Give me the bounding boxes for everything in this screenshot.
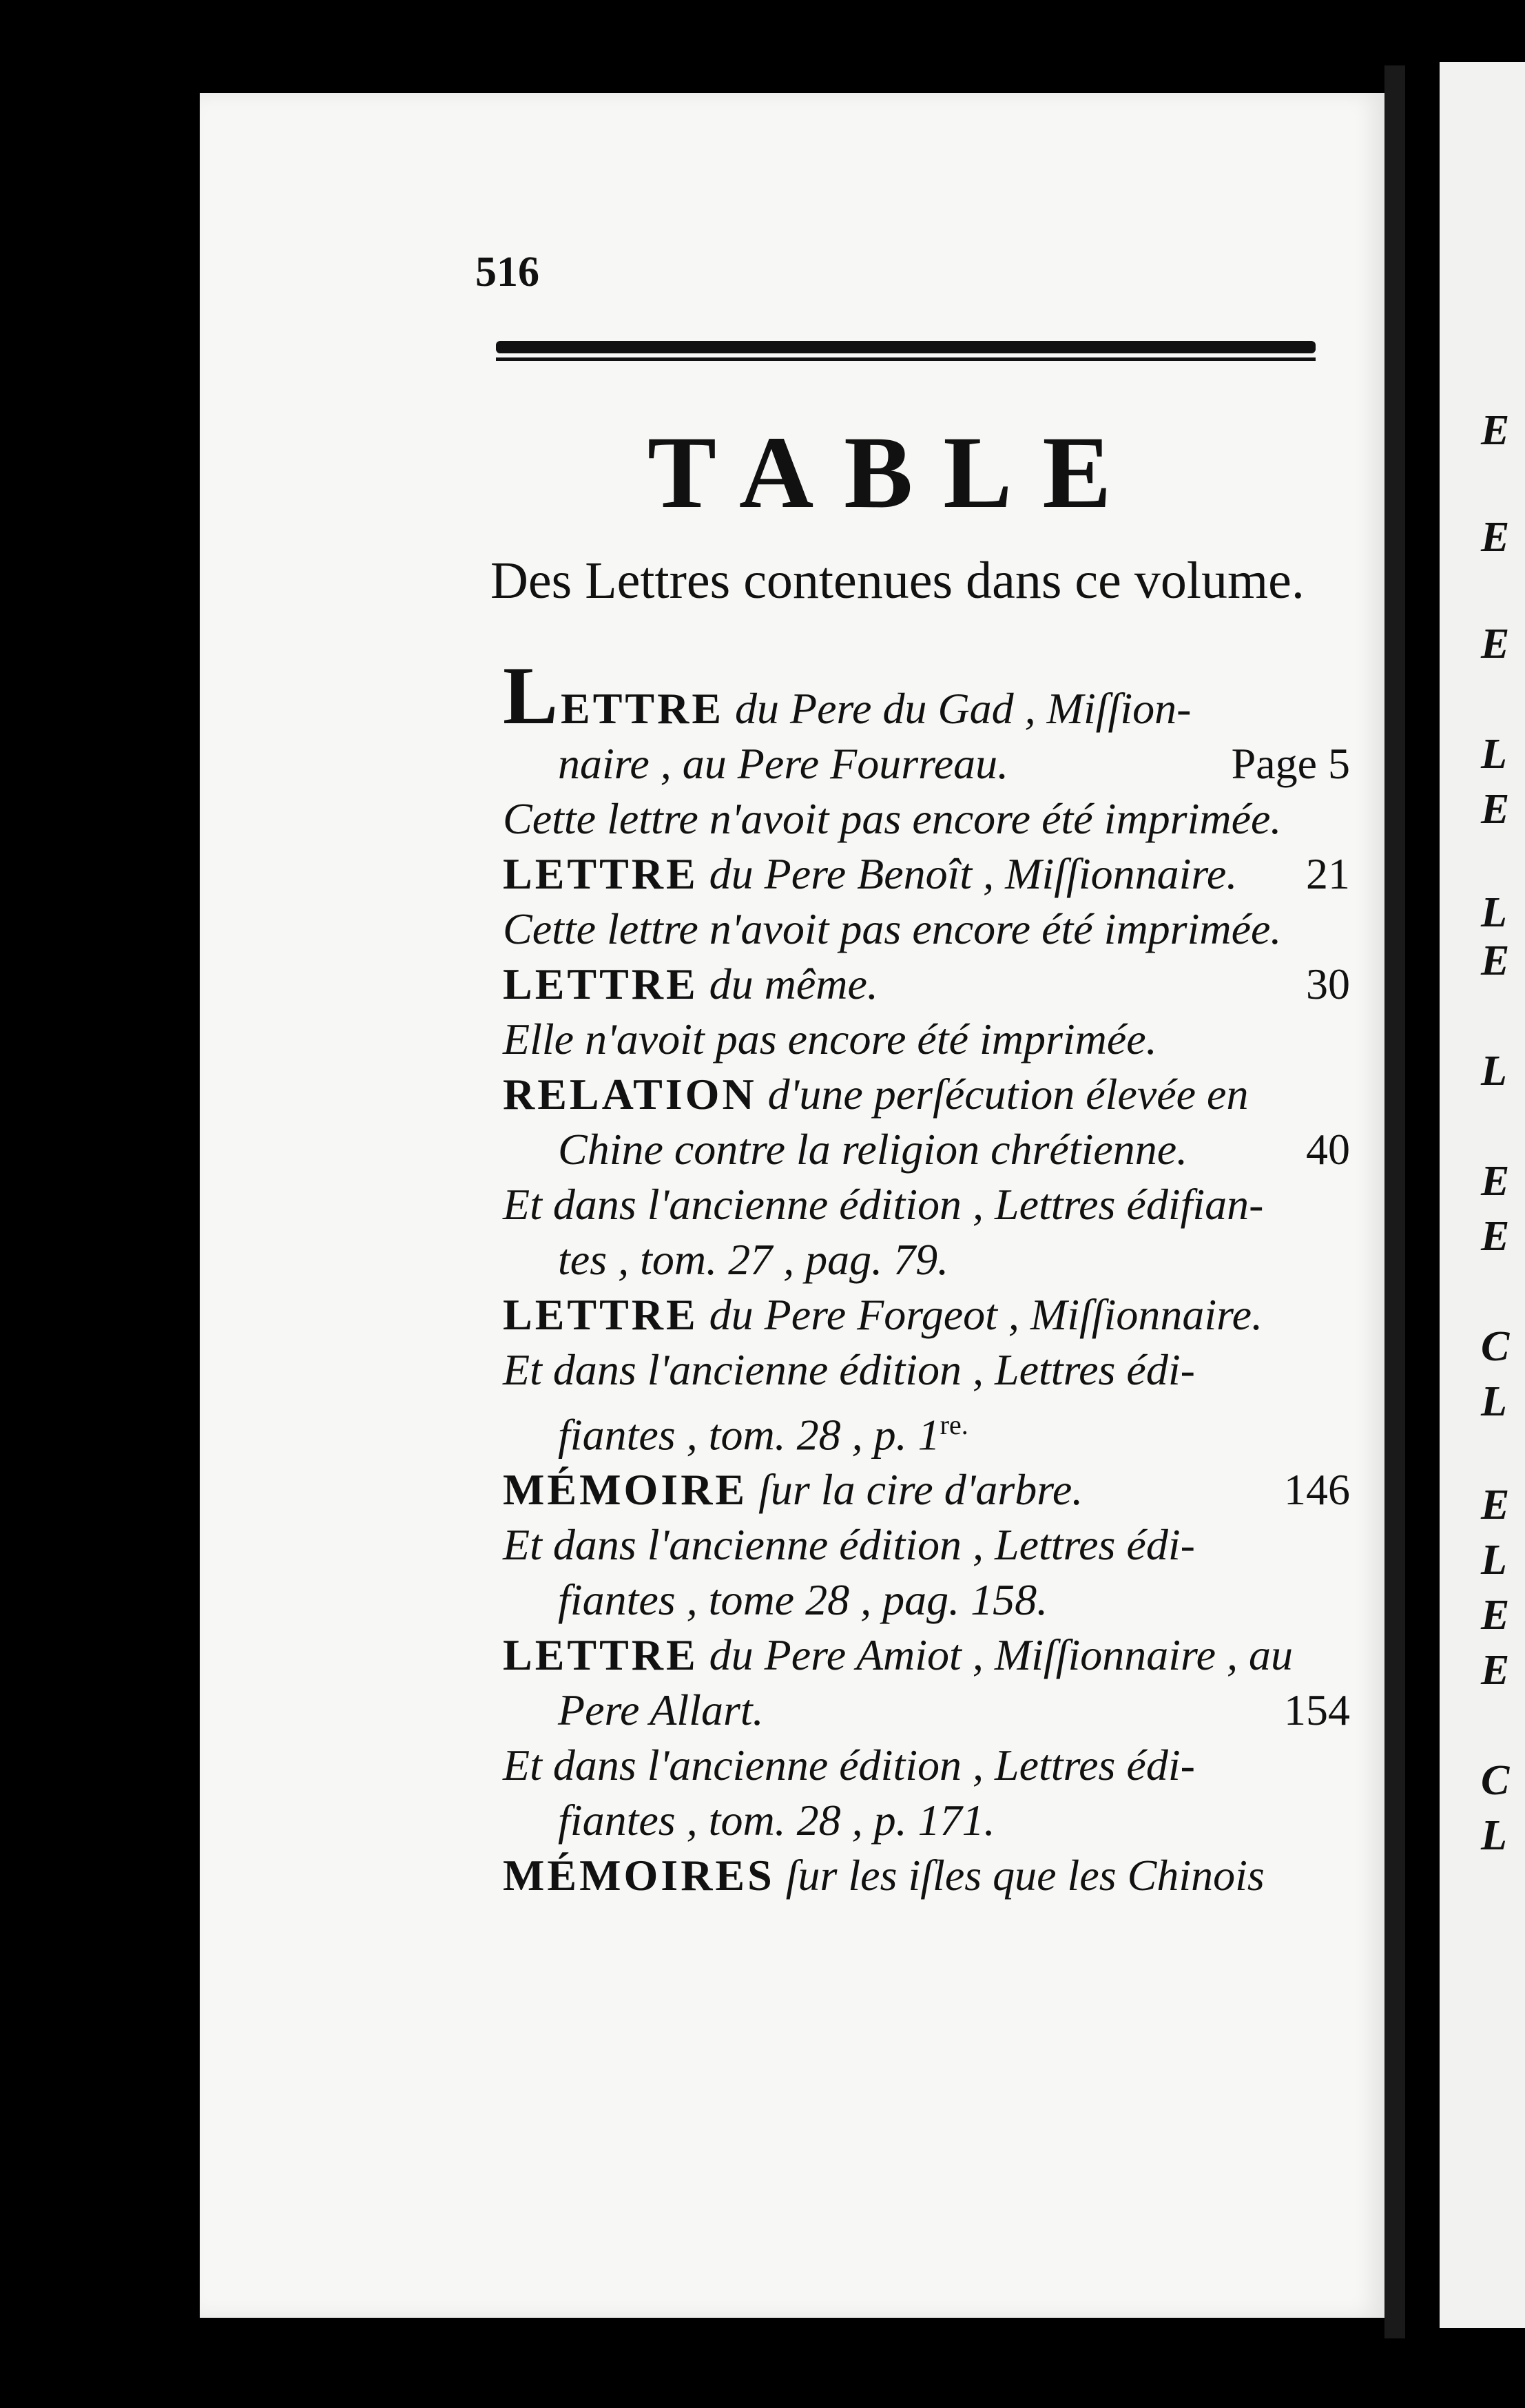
entry-text: fiantes , tom. 28 , p. 1: [558, 1410, 940, 1460]
toc-entry: [503, 1287, 1350, 1342]
facing-page-letter: E: [1481, 621, 1510, 667]
entry-lead-word: LETTRE: [503, 650, 725, 741]
facing-page-letter: E: [1481, 937, 1510, 984]
entry-text: d'une perſécution élevée en: [767, 1070, 1249, 1119]
facing-page-letter: E: [1481, 407, 1510, 454]
toc-entry-line: [503, 1398, 1350, 1462]
toc-entry: [503, 1462, 1350, 1517]
toc-entry-line: [503, 1848, 1350, 1903]
toc-entry-line: [503, 1738, 1350, 1793]
toc-entry: [503, 1177, 1350, 1287]
toc-entry-line: [503, 1287, 1350, 1342]
entry-text: naire , au Pere Fourreau.: [558, 739, 1009, 788]
toc-entry-line: [503, 1462, 1350, 1517]
toc-entry-line: [503, 1628, 1350, 1683]
entry-text: du même.: [709, 959, 878, 1008]
toc-entry-line: [503, 791, 1350, 847]
page-subtitle: Des Lettres contenues dans ce volume.: [490, 552, 1305, 610]
entry-lead-word: RELATION: [503, 1070, 757, 1119]
toc-entry-line: [503, 957, 1350, 1012]
header-rule: [496, 341, 1316, 353]
facing-page-letter: E: [1481, 1592, 1510, 1639]
toc-entry-line: [503, 1232, 1350, 1287]
facing-page-letter: L: [1481, 889, 1507, 936]
facing-page-letter: L: [1481, 1048, 1507, 1094]
page-reference: Page 5: [1231, 739, 1350, 788]
entry-text: du Pere du Gad , Miſſion-: [735, 684, 1192, 733]
facing-page-letter: L: [1481, 731, 1507, 778]
toc-entry: [503, 957, 1350, 1012]
page-reference: 146: [1284, 1465, 1350, 1515]
toc-entry-line: [503, 650, 1350, 741]
facing-page-letter: E: [1481, 1647, 1510, 1694]
toc-entry-line: [503, 1573, 1350, 1628]
entry-text: fiantes , tome 28 , pag. 158.: [558, 1575, 1048, 1625]
page-reference: 30: [1306, 959, 1350, 1008]
toc-entry: [503, 1738, 1350, 1848]
facing-page-letter: L: [1481, 1537, 1507, 1584]
entry-text: tes , tom. 27 , pag. 79.: [558, 1235, 949, 1284]
entry-lead-word: LETTRE: [503, 1630, 698, 1680]
toc-entry-line: [503, 736, 1350, 791]
toc-entry-line: [503, 1793, 1350, 1848]
facing-page-letter: E: [1481, 1213, 1510, 1260]
toc-entry-line: [503, 1067, 1350, 1122]
entry-text: Cette lettre n'avoit pas encore été imprimée.: [503, 904, 1282, 953]
toc-entry: [503, 847, 1350, 902]
facing-page-letter: E: [1481, 1482, 1510, 1528]
entry-lead-word: LETTRE: [503, 959, 698, 1008]
entry-lead-word: LETTRE: [503, 849, 698, 898]
facing-page-letter: L: [1481, 1812, 1507, 1859]
entry-text: du Pere Amiot , Miſſionnaire , au: [709, 1630, 1293, 1680]
toc-entry: [503, 650, 1350, 791]
toc-entry-line: [503, 1122, 1350, 1177]
toc-entry-line: [503, 1177, 1350, 1232]
page-gutter: [1384, 65, 1405, 2338]
entry-text: du Pere Benoît , Miſſionnaire.: [709, 849, 1238, 898]
table-of-contents: [503, 650, 1350, 1903]
toc-entry-line: [503, 902, 1350, 957]
facing-page-letter: E: [1481, 514, 1510, 561]
entry-text: Cette lettre n'avoit pas encore été imprimée.: [503, 794, 1282, 843]
entry-text: Et dans l'ancienne édition , Lettres édifian-: [503, 1180, 1264, 1229]
toc-entry: [503, 1067, 1350, 1177]
toc-entry-line: [503, 1683, 1350, 1738]
entry-text: Et dans l'ancienne édition , Lettres édi-: [503, 1520, 1195, 1570]
toc-entry: [503, 791, 1350, 847]
toc-entry-line: [503, 1012, 1350, 1067]
facing-page-letter: E: [1481, 1158, 1510, 1205]
toc-entry: [503, 1342, 1350, 1462]
page-number: 516: [475, 249, 539, 295]
toc-entry-line: [503, 1517, 1350, 1573]
toc-entry: [503, 902, 1350, 957]
entry-text: ſur les iſles que les Chinois: [785, 1851, 1265, 1900]
entry-text: Et dans l'ancienne édition , Lettres édi-: [503, 1741, 1195, 1790]
facing-page-letter: C: [1481, 1323, 1510, 1370]
page-title: TABLE: [647, 415, 1142, 530]
toc-entry: [503, 1848, 1350, 1903]
toc-entry: [503, 1628, 1350, 1738]
page-reference: 40: [1306, 1125, 1350, 1174]
toc-entry-line: [503, 1342, 1350, 1398]
entry-lead-word: MÉMOIRES: [503, 1851, 775, 1900]
facing-page-letter: C: [1481, 1757, 1510, 1804]
superscript: re.: [940, 1409, 968, 1440]
facing-page-letter: L: [1481, 1378, 1507, 1425]
toc-entry-line: [503, 847, 1350, 902]
entry-text: fiantes , tom. 28 , p. 171.: [558, 1796, 995, 1845]
entry-lead-word: MÉMOIRE: [503, 1465, 748, 1515]
entry-text: Pere Allart.: [558, 1685, 764, 1735]
entry-text: Elle n'avoit pas encore été imprimée.: [503, 1015, 1157, 1063]
toc-entry: [503, 1012, 1350, 1067]
entry-text: du Pere Forgeot , Miſſionnaire.: [709, 1290, 1263, 1339]
facing-page-letter: E: [1481, 786, 1510, 833]
entry-text: ſur la cire d'arbre.: [758, 1465, 1083, 1515]
entry-text: Et dans l'ancienne édition , Lettres édi-: [503, 1345, 1195, 1394]
entry-text: Chine contre la religion chrétienne.: [558, 1125, 1188, 1174]
toc-entry: [503, 1517, 1350, 1628]
page-reference: 154: [1284, 1685, 1350, 1735]
page-reference: 21: [1306, 849, 1350, 898]
entry-lead-word: LETTRE: [503, 1290, 698, 1339]
